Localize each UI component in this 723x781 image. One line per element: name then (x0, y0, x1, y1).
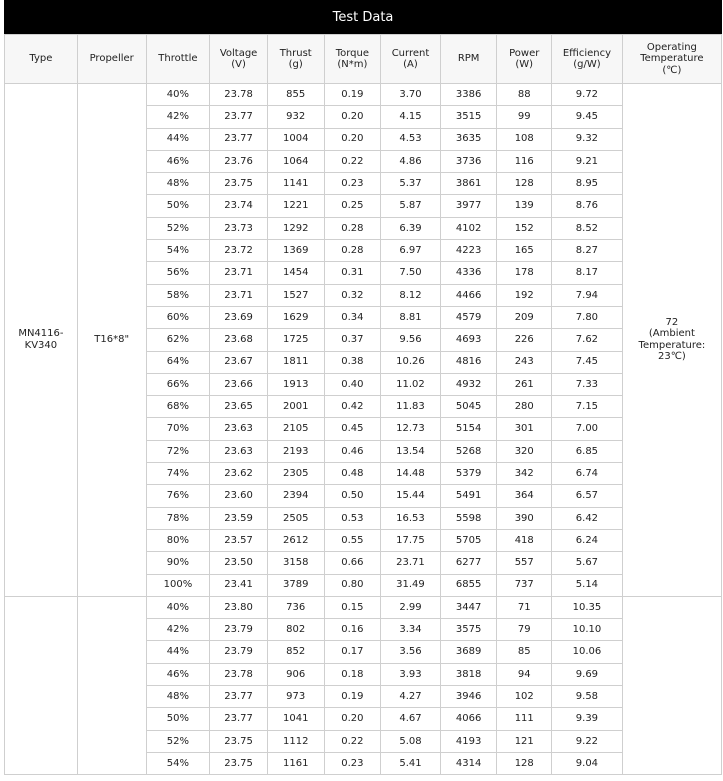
cell-thrust: 1004 (267, 128, 324, 150)
cell-efficiency: 6.42 (552, 507, 623, 529)
cell-throttle: 54% (146, 752, 210, 774)
cell-voltage: 23.72 (210, 240, 268, 262)
cell-rpm: 3977 (440, 195, 497, 217)
cell-throttle: 54% (146, 240, 210, 262)
cell-throttle: 78% (146, 507, 210, 529)
cell-throttle: 52% (146, 217, 210, 239)
cell-throttle: 80% (146, 529, 210, 551)
cell-torque: 0.18 (324, 663, 381, 685)
cell-efficiency: 9.72 (552, 84, 623, 106)
cell-torque: 0.48 (324, 463, 381, 485)
cell-power: 178 (497, 262, 552, 284)
cell-torque: 0.40 (324, 373, 381, 395)
cell-voltage: 23.63 (210, 440, 268, 462)
cell-power: 128 (497, 752, 552, 774)
cell-power: 116 (497, 150, 552, 172)
cell-torque: 0.31 (324, 262, 381, 284)
cell-efficiency: 7.15 (552, 396, 623, 418)
cell-power: 390 (497, 507, 552, 529)
cell-efficiency: 6.57 (552, 485, 623, 507)
table-row (5, 596, 722, 618)
cell-thrust: 1454 (267, 262, 324, 284)
cell-thrust: 2001 (267, 396, 324, 418)
header-efficiency: Efficiency (g/W) (552, 35, 623, 84)
cell-rpm: 4816 (440, 351, 497, 373)
cell-voltage: 23.74 (210, 195, 268, 217)
cell-torque: 0.20 (324, 128, 381, 150)
cell-rpm: 4066 (440, 708, 497, 730)
cell-voltage: 23.77 (210, 128, 268, 150)
cell-efficiency: 9.39 (552, 708, 623, 730)
cell-voltage: 23.76 (210, 150, 268, 172)
cell-rpm: 4193 (440, 730, 497, 752)
cell-efficiency: 7.80 (552, 306, 623, 328)
cell-current: 3.56 (381, 641, 441, 663)
cell-thrust: 2612 (267, 529, 324, 551)
cell-current: 11.02 (381, 373, 441, 395)
cell-thrust: 1369 (267, 240, 324, 262)
cell-thrust: 1112 (267, 730, 324, 752)
cell-efficiency: 8.76 (552, 195, 623, 217)
cell-temperature: 72 (Ambient Temperature: 23℃) (622, 84, 721, 597)
cell-current: 5.41 (381, 752, 441, 774)
cell-power: 192 (497, 284, 552, 306)
cell-throttle: 74% (146, 463, 210, 485)
cell-current: 13.54 (381, 440, 441, 462)
cell-voltage: 23.75 (210, 173, 268, 195)
cell-throttle: 40% (146, 84, 210, 106)
cell-torque: 0.42 (324, 396, 381, 418)
cell-voltage: 23.65 (210, 396, 268, 418)
cell-current: 8.81 (381, 306, 441, 328)
cell-throttle: 40% (146, 596, 210, 618)
table-title: Test Data (4, 0, 722, 34)
cell-current: 6.97 (381, 240, 441, 262)
cell-power: 85 (497, 641, 552, 663)
cell-rpm: 5705 (440, 529, 497, 551)
cell-thrust: 2394 (267, 485, 324, 507)
cell-rpm: 4693 (440, 329, 497, 351)
header-propeller: Propeller (77, 35, 146, 84)
cell-thrust: 3789 (267, 574, 324, 596)
cell-torque: 0.37 (324, 329, 381, 351)
cell-thrust: 852 (267, 641, 324, 663)
cell-thrust: 1064 (267, 150, 324, 172)
cell-torque: 0.53 (324, 507, 381, 529)
cell-thrust: 1221 (267, 195, 324, 217)
header-temperature: Operating Temperature (℃) (622, 35, 721, 84)
cell-current: 2.99 (381, 596, 441, 618)
cell-thrust: 1141 (267, 173, 324, 195)
header-torque: Torque (N*m) (324, 35, 381, 84)
cell-torque: 0.19 (324, 84, 381, 106)
cell-voltage: 23.78 (210, 84, 268, 106)
cell-voltage: 23.78 (210, 663, 268, 685)
cell-power: 364 (497, 485, 552, 507)
cell-rpm: 4336 (440, 262, 497, 284)
cell-type (5, 596, 78, 774)
cell-current: 4.15 (381, 106, 441, 128)
cell-current: 5.08 (381, 730, 441, 752)
cell-thrust: 736 (267, 596, 324, 618)
cell-voltage: 23.73 (210, 217, 268, 239)
cell-rpm: 5154 (440, 418, 497, 440)
cell-voltage: 23.69 (210, 306, 268, 328)
test-data-panel (4, 0, 722, 775)
cell-power: 165 (497, 240, 552, 262)
cell-thrust: 1725 (267, 329, 324, 351)
cell-power: 108 (497, 128, 552, 150)
cell-thrust: 855 (267, 84, 324, 106)
cell-current: 23.71 (381, 552, 441, 574)
cell-throttle: 48% (146, 173, 210, 195)
cell-rpm: 3689 (440, 641, 497, 663)
cell-power: 243 (497, 351, 552, 373)
cell-torque: 0.20 (324, 106, 381, 128)
table-body (5, 84, 722, 775)
cell-efficiency: 9.21 (552, 150, 623, 172)
cell-current: 5.87 (381, 195, 441, 217)
cell-throttle: 64% (146, 351, 210, 373)
cell-efficiency: 6.24 (552, 529, 623, 551)
cell-torque: 0.17 (324, 641, 381, 663)
cell-voltage: 23.60 (210, 485, 268, 507)
header-type: Type (5, 35, 78, 84)
cell-efficiency: 7.33 (552, 373, 623, 395)
cell-current: 9.56 (381, 329, 441, 351)
cell-voltage: 23.77 (210, 708, 268, 730)
cell-torque: 0.32 (324, 284, 381, 306)
cell-power: 226 (497, 329, 552, 351)
cell-efficiency: 8.17 (552, 262, 623, 284)
cell-efficiency: 8.52 (552, 217, 623, 239)
cell-rpm: 3635 (440, 128, 497, 150)
cell-rpm: 3946 (440, 686, 497, 708)
cell-torque: 0.55 (324, 529, 381, 551)
cell-throttle: 72% (146, 440, 210, 462)
cell-power: 111 (497, 708, 552, 730)
cell-throttle: 62% (146, 329, 210, 351)
cell-throttle: 50% (146, 195, 210, 217)
cell-power: 418 (497, 529, 552, 551)
cell-torque: 0.45 (324, 418, 381, 440)
cell-thrust: 1629 (267, 306, 324, 328)
cell-rpm: 3386 (440, 84, 497, 106)
cell-torque: 0.50 (324, 485, 381, 507)
cell-voltage: 23.77 (210, 106, 268, 128)
cell-rpm: 6277 (440, 552, 497, 574)
header-current: Current (A) (381, 35, 441, 84)
cell-efficiency: 8.27 (552, 240, 623, 262)
cell-current: 31.49 (381, 574, 441, 596)
cell-efficiency: 5.67 (552, 552, 623, 574)
table-row (5, 84, 722, 106)
cell-voltage: 23.59 (210, 507, 268, 529)
cell-power: 79 (497, 619, 552, 641)
cell-efficiency: 9.04 (552, 752, 623, 774)
cell-throttle: 50% (146, 708, 210, 730)
cell-rpm: 3447 (440, 596, 497, 618)
cell-throttle: 60% (146, 306, 210, 328)
cell-efficiency: 9.32 (552, 128, 623, 150)
cell-power: 557 (497, 552, 552, 574)
cell-power: 99 (497, 106, 552, 128)
cell-torque: 0.16 (324, 619, 381, 641)
cell-throttle: 76% (146, 485, 210, 507)
cell-voltage: 23.75 (210, 730, 268, 752)
cell-voltage: 23.77 (210, 686, 268, 708)
cell-thrust: 1913 (267, 373, 324, 395)
cell-rpm: 5045 (440, 396, 497, 418)
cell-power: 301 (497, 418, 552, 440)
cell-thrust: 1161 (267, 752, 324, 774)
cell-current: 5.37 (381, 173, 441, 195)
cell-rpm: 6855 (440, 574, 497, 596)
cell-rpm: 5268 (440, 440, 497, 462)
cell-power: 320 (497, 440, 552, 462)
cell-voltage: 23.67 (210, 351, 268, 373)
cell-thrust: 1527 (267, 284, 324, 306)
cell-power: 102 (497, 686, 552, 708)
cell-rpm: 5598 (440, 507, 497, 529)
cell-voltage: 23.41 (210, 574, 268, 596)
cell-efficiency: 9.58 (552, 686, 623, 708)
cell-throttle: 44% (146, 641, 210, 663)
cell-propeller: T16*8" (77, 84, 146, 597)
cell-rpm: 3515 (440, 106, 497, 128)
cell-rpm: 5379 (440, 463, 497, 485)
cell-throttle: 46% (146, 150, 210, 172)
cell-current: 8.12 (381, 284, 441, 306)
cell-power: 152 (497, 217, 552, 239)
cell-current: 4.53 (381, 128, 441, 150)
cell-current: 4.67 (381, 708, 441, 730)
cell-efficiency: 10.10 (552, 619, 623, 641)
cell-torque: 0.28 (324, 240, 381, 262)
cell-rpm: 4314 (440, 752, 497, 774)
cell-throttle: 46% (146, 663, 210, 685)
cell-power: 88 (497, 84, 552, 106)
cell-throttle: 100% (146, 574, 210, 596)
cell-voltage: 23.79 (210, 619, 268, 641)
cell-torque: 0.22 (324, 150, 381, 172)
cell-rpm: 5491 (440, 485, 497, 507)
cell-rpm: 3575 (440, 619, 497, 641)
cell-power: 71 (497, 596, 552, 618)
cell-efficiency: 7.94 (552, 284, 623, 306)
cell-throttle: 58% (146, 284, 210, 306)
cell-thrust: 2305 (267, 463, 324, 485)
cell-power: 209 (497, 306, 552, 328)
cell-rpm: 4579 (440, 306, 497, 328)
cell-torque: 0.23 (324, 173, 381, 195)
cell-voltage: 23.57 (210, 529, 268, 551)
cell-torque: 0.22 (324, 730, 381, 752)
cell-current: 10.26 (381, 351, 441, 373)
cell-thrust: 2505 (267, 507, 324, 529)
cell-efficiency: 6.74 (552, 463, 623, 485)
cell-current: 4.27 (381, 686, 441, 708)
cell-torque: 0.25 (324, 195, 381, 217)
cell-efficiency: 7.62 (552, 329, 623, 351)
cell-current: 4.86 (381, 150, 441, 172)
cell-current: 14.48 (381, 463, 441, 485)
cell-torque: 0.23 (324, 752, 381, 774)
cell-power: 121 (497, 730, 552, 752)
cell-current: 11.83 (381, 396, 441, 418)
cell-throttle: 66% (146, 373, 210, 395)
header-voltage: Voltage (V) (210, 35, 268, 84)
cell-power: 737 (497, 574, 552, 596)
cell-current: 7.50 (381, 262, 441, 284)
cell-efficiency: 5.14 (552, 574, 623, 596)
cell-throttle: 48% (146, 686, 210, 708)
cell-throttle: 68% (146, 396, 210, 418)
cell-thrust: 3158 (267, 552, 324, 574)
cell-rpm: 4466 (440, 284, 497, 306)
cell-power: 139 (497, 195, 552, 217)
cell-thrust: 2193 (267, 440, 324, 462)
cell-temperature (622, 596, 721, 774)
cell-torque: 0.34 (324, 306, 381, 328)
cell-throttle: 56% (146, 262, 210, 284)
cell-thrust: 973 (267, 686, 324, 708)
header-throttle: Throttle (146, 35, 210, 84)
cell-power: 342 (497, 463, 552, 485)
cell-efficiency: 6.85 (552, 440, 623, 462)
cell-thrust: 906 (267, 663, 324, 685)
cell-torque: 0.66 (324, 552, 381, 574)
cell-power: 261 (497, 373, 552, 395)
cell-current: 3.93 (381, 663, 441, 685)
test-data-table (4, 34, 722, 775)
cell-thrust: 802 (267, 619, 324, 641)
cell-voltage: 23.75 (210, 752, 268, 774)
cell-voltage: 23.80 (210, 596, 268, 618)
cell-torque: 0.46 (324, 440, 381, 462)
cell-power: 128 (497, 173, 552, 195)
cell-efficiency: 7.00 (552, 418, 623, 440)
cell-throttle: 44% (146, 128, 210, 150)
cell-throttle: 70% (146, 418, 210, 440)
cell-efficiency: 10.35 (552, 596, 623, 618)
cell-voltage: 23.71 (210, 284, 268, 306)
cell-throttle: 42% (146, 619, 210, 641)
header-thrust: Thrust (g) (267, 35, 324, 84)
cell-rpm: 4932 (440, 373, 497, 395)
cell-efficiency: 9.22 (552, 730, 623, 752)
cell-type: MN4116- KV340 (5, 84, 78, 597)
cell-voltage: 23.71 (210, 262, 268, 284)
cell-rpm: 3818 (440, 663, 497, 685)
cell-voltage: 23.62 (210, 463, 268, 485)
cell-rpm: 4102 (440, 217, 497, 239)
cell-thrust: 932 (267, 106, 324, 128)
cell-throttle: 42% (146, 106, 210, 128)
cell-torque: 0.38 (324, 351, 381, 373)
cell-voltage: 23.68 (210, 329, 268, 351)
cell-torque: 0.28 (324, 217, 381, 239)
cell-torque: 0.15 (324, 596, 381, 618)
cell-current: 6.39 (381, 217, 441, 239)
cell-current: 15.44 (381, 485, 441, 507)
cell-voltage: 23.50 (210, 552, 268, 574)
cell-power: 280 (497, 396, 552, 418)
cell-torque: 0.80 (324, 574, 381, 596)
cell-propeller (77, 596, 146, 774)
cell-throttle: 90% (146, 552, 210, 574)
header-power: Power (W) (497, 35, 552, 84)
cell-power: 94 (497, 663, 552, 685)
cell-efficiency: 9.45 (552, 106, 623, 128)
cell-current: 3.34 (381, 619, 441, 641)
cell-efficiency: 9.69 (552, 663, 623, 685)
header-row (5, 35, 722, 84)
cell-efficiency: 8.95 (552, 173, 623, 195)
cell-voltage: 23.66 (210, 373, 268, 395)
cell-efficiency: 10.06 (552, 641, 623, 663)
cell-throttle: 52% (146, 730, 210, 752)
cell-thrust: 1041 (267, 708, 324, 730)
cell-current: 3.70 (381, 84, 441, 106)
cell-rpm: 3861 (440, 173, 497, 195)
cell-thrust: 1292 (267, 217, 324, 239)
cell-current: 17.75 (381, 529, 441, 551)
cell-thrust: 2105 (267, 418, 324, 440)
cell-efficiency: 7.45 (552, 351, 623, 373)
cell-voltage: 23.63 (210, 418, 268, 440)
cell-rpm: 4223 (440, 240, 497, 262)
cell-torque: 0.20 (324, 708, 381, 730)
cell-torque: 0.19 (324, 686, 381, 708)
cell-current: 12.73 (381, 418, 441, 440)
cell-voltage: 23.79 (210, 641, 268, 663)
cell-rpm: 3736 (440, 150, 497, 172)
header-rpm: RPM (440, 35, 497, 84)
cell-current: 16.53 (381, 507, 441, 529)
cell-thrust: 1811 (267, 351, 324, 373)
